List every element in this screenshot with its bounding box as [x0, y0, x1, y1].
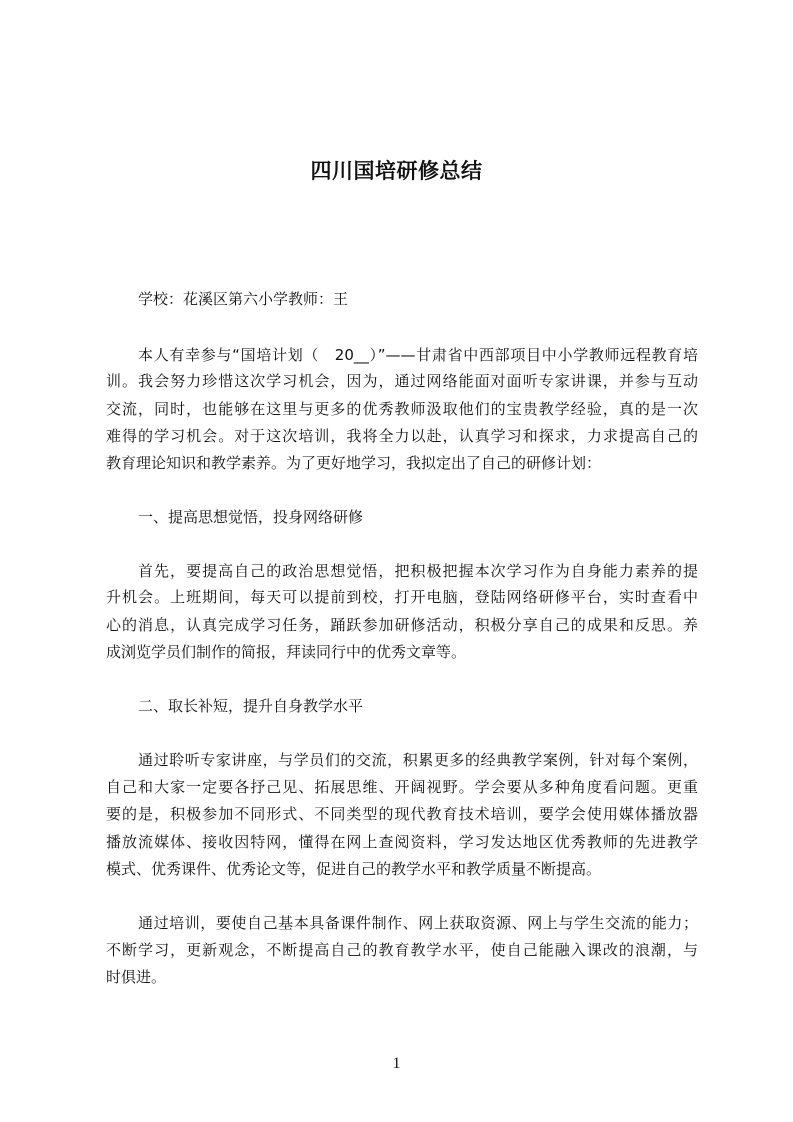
section-one-line: 成浏览学员们制作的简报，拜读同行中的优秀文章等。: [106, 643, 467, 661]
section-one-line: 心的消息，认真完成学习任务，踊跃参加研修活动，积极分享自己的成果和反思。养: [106, 616, 698, 634]
section-two-line: 要的是，积极参加不同形式、不同类型的现代教育技术培训，要学会使用媒体播放器: [106, 805, 698, 823]
section-one-line: 首先，要提高自己的政治思想觉悟，把积极把握本次学习作为自身能力素养的提: [138, 562, 698, 580]
section-two-line: 通过聆听专家讲座，与学员们的交流，积累更多的经典教学案例，针对每个案例，: [138, 751, 698, 769]
page-number: 1: [392, 1055, 401, 1072]
document-title: 四川国培研修总结: [310, 159, 483, 184]
section-two-line: 模式、优秀课件、优秀论文等，促进自己的教学水平和教学质量不断提高。: [106, 860, 602, 878]
intro-line: 教育理论知识和教学素养。为了更好地学习，我拟定出了自己的研修计划：: [106, 454, 602, 472]
closing-line: 不断学习，更新观念，不断提高自己的教育教学水平，使自己能融入课改的浪潮，与: [106, 941, 698, 959]
section-one-line: 升机会。上班期间，每天可以提前到校，打开电脑，登陆网络研修平台，实时查看中: [106, 588, 698, 606]
intro-line: 训。我会努力珍惜这次学习机会，因为，通过网络能面对面听专家讲课，并参与互动: [106, 372, 698, 390]
closing-line: 时俱进。: [106, 968, 167, 986]
section-one-heading: 一、提高思想觉悟，投身网络研修: [138, 508, 364, 526]
closing-line: 通过培训，要使自己基本具备课件制作、网上获取资源、网上与学生交流的能力；: [138, 914, 698, 932]
intro-line: 交流，同时，也能够在这里与更多的优秀教师汲取他们的宝贵教学经验，真的是一次: [106, 400, 698, 418]
section-two-heading: 二、取长补短，提升自身教学水平: [138, 697, 364, 715]
section-two-line: 自己和大家一定要各抒己见、拓展思维、开阔视野。学会要从多种角度看问题。更重: [106, 778, 698, 796]
section-two-line: 播放流媒体、接收因特网，懂得在网上查阅资料，学习发达地区优秀教师的先进教学: [106, 833, 698, 851]
intro-line: 本人有幸参与“国培计划（ 20__）”——甘肃省中西部项目中小学教师远程教育培: [138, 346, 698, 364]
intro-line: 难得的学习机会。对于这次培训，我将全力以赴，认真学习和探求，力求提高自己的: [106, 427, 698, 445]
school-teacher-line: 学校：花溪区第六小学教师：王: [138, 290, 349, 308]
